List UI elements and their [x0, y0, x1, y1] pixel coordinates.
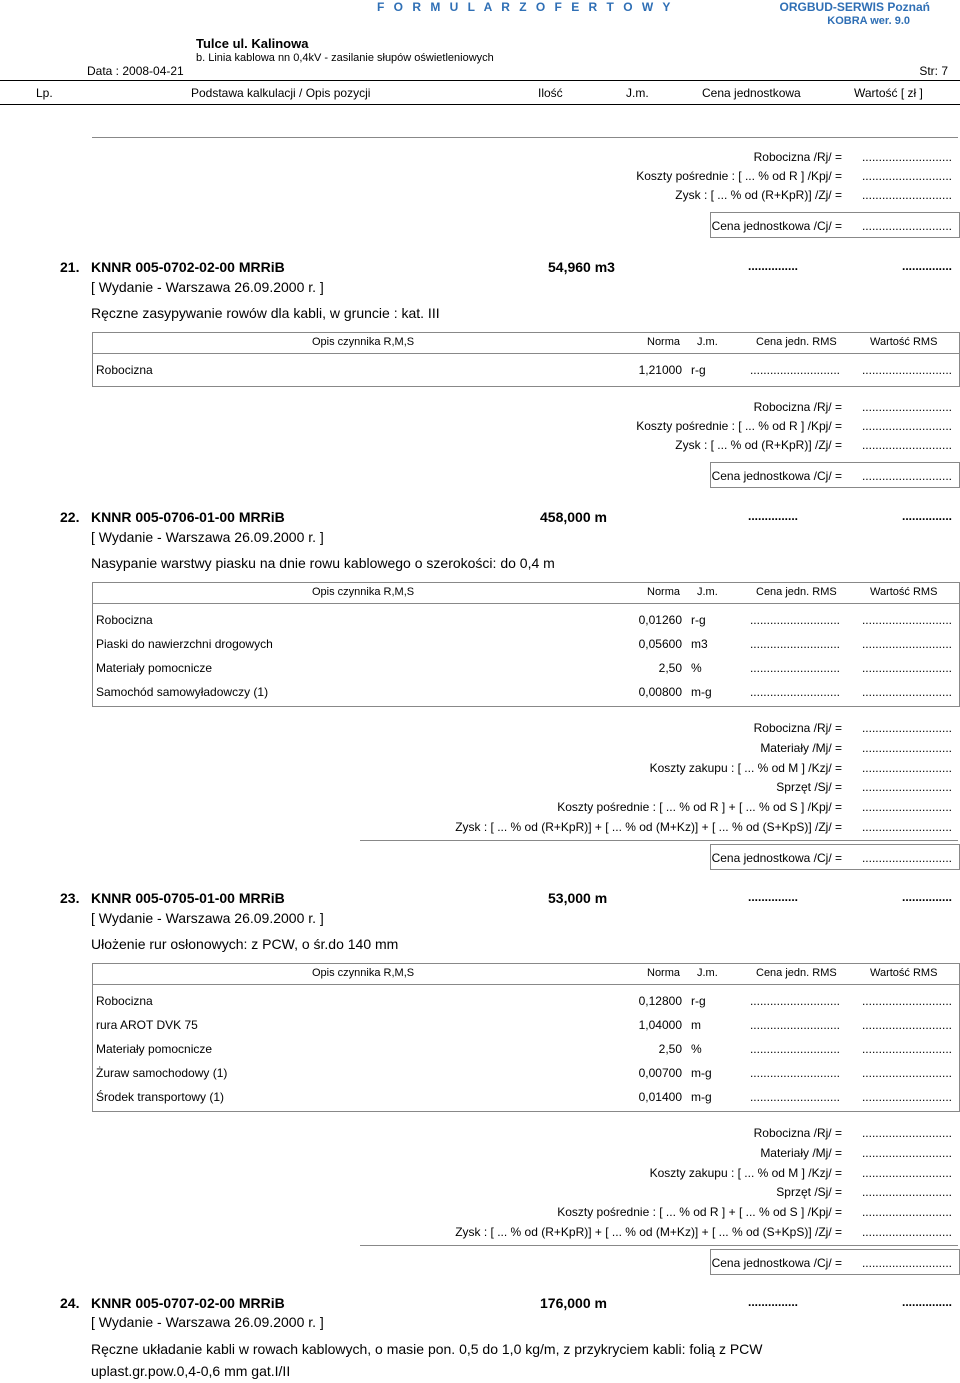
rms-col-price: Cena jedn. RMS: [756, 967, 837, 979]
sum-purchase: Koszty zakupu : [ ... % od M ] /Kzj/ =: [649, 761, 842, 775]
sum-purchase-val: ...........................: [861, 761, 952, 775]
sum-overhead-val: ...........................: [861, 1205, 952, 1219]
item-description-cont: uplast.gr.pow.0,4-0,6 mm gat.I/II: [91, 1363, 291, 1379]
item-edition: [ Wydanie - Warszawa 26.09.2000 r. ]: [91, 1314, 324, 1330]
rms-col-jm: J.m.: [697, 967, 718, 979]
rms-row-price: ...........................: [749, 637, 840, 651]
rms-row-price: ...........................: [749, 1018, 840, 1032]
rms-row-value: ...........................: [861, 613, 952, 627]
item-quantity: 54,960 m3: [548, 259, 615, 275]
summary-rule: [360, 1245, 958, 1246]
rms-row-name: Piaski do nawierzchni drogowych: [96, 637, 273, 651]
rms-row-value: ...........................: [861, 1042, 952, 1056]
rms-row-price: ...........................: [749, 1090, 840, 1104]
item-number: 24.: [60, 1295, 80, 1311]
col-basis: Podstawa kalkulacji / Opis pozycji: [191, 86, 371, 100]
rms-row-value: ...........................: [861, 637, 952, 651]
rms-row-norma: 1,21000: [638, 363, 682, 377]
item-value: ...............: [901, 1295, 952, 1309]
sum-price-val: ...........................: [861, 1256, 952, 1270]
rms-col-price: Cena jedn. RMS: [756, 586, 837, 598]
sum-price-val: ...........................: [861, 851, 952, 865]
rms-row-jm: %: [691, 661, 702, 675]
rms-col-jm: J.m.: [697, 586, 718, 598]
sum-materials: Materiały /Mj/ =: [760, 1146, 842, 1160]
sum-labor-val: ...........................: [861, 400, 952, 414]
rms-row-price: ...........................: [749, 613, 840, 627]
rms-row-name: Żuraw samochodowy (1): [96, 1066, 228, 1080]
sum-purchase-val: ...........................: [861, 1166, 952, 1180]
rms-row-price: ...........................: [749, 685, 840, 699]
rms-row-jm: m: [691, 1018, 701, 1032]
top-sum-profit-val: ...........................: [861, 188, 952, 202]
rms-row-name: Robocizna: [96, 994, 153, 1008]
col-lp: Lp.: [36, 86, 53, 100]
rms-row-norma: 1,04000: [638, 1018, 682, 1032]
item-unit-price: ...............: [748, 509, 799, 523]
item-code: KNNR 005-0706-01-00 MRRiB: [91, 509, 285, 525]
company-name: ORGBUD-SERWIS Poznań: [779, 0, 930, 14]
sum-materials-val: ...........................: [861, 1146, 952, 1160]
project-name: b. Linia kablowa nn 0,4kV - zasilanie słupów oświetleniowych: [196, 52, 494, 64]
sum-price: Cena jednostkowa /Cj/ =: [711, 851, 842, 865]
rms-row-value: ...........................: [861, 1018, 952, 1032]
item-code: KNNR 005-0702-02-00 MRRiB: [91, 259, 285, 275]
sum-overhead: Koszty pośrednie : [ ... % od R ] /Kpj/ =: [636, 419, 842, 433]
rms-row-name: Materiały pomocnicze: [96, 1042, 213, 1056]
top-sum-price: Cena jednostkowa /Cj/ =: [711, 219, 842, 233]
summary-rule: [360, 840, 958, 841]
sum-labor: Robocizna /Rj/ =: [753, 721, 842, 735]
sum-overhead-val: ...........................: [861, 419, 952, 433]
rms-row-norma: 2,50: [658, 661, 682, 675]
rms-row-price: ...........................: [749, 1042, 840, 1056]
rms-row-name: Robocizna: [96, 613, 153, 627]
sum-equipment-val: ...........................: [861, 1185, 952, 1199]
item-quantity: 53,000 m: [548, 890, 608, 906]
rms-col-desc: Opis czynnika R,M,S: [312, 586, 415, 598]
rms-row-name: Środek transportowy (1): [96, 1090, 225, 1104]
item-edition: [ Wydanie - Warszawa 26.09.2000 r. ]: [91, 279, 324, 295]
rms-row-name: Samochód samowyładowczy (1): [96, 685, 269, 699]
rms-row-jm: m-g: [691, 1066, 712, 1080]
rms-col-norma: Norma: [647, 586, 681, 598]
rms-row-norma: 0,12800: [638, 994, 682, 1008]
rms-row-jm: r-g: [691, 613, 706, 627]
sum-labor: Robocizna /Rj/ =: [753, 1126, 842, 1140]
rms-col-value: Wartość RMS: [870, 586, 938, 598]
sum-profit: Zysk : [ ... % od (R+KpR)] + [ ... % od (M+Kz)] + [ ... % od (S+KpS)] /Zj/ =: [455, 1225, 842, 1239]
rms-row-value: ...........................: [861, 363, 952, 377]
sum-materials-val: ...........................: [861, 741, 952, 755]
sum-overhead: Koszty pośrednie : [ ... % od R ] + [ ... % od S ] /Kpj/ =: [557, 1205, 842, 1219]
sum-labor-val: ...........................: [861, 1126, 952, 1140]
sum-profit-val: ...........................: [861, 820, 952, 834]
rms-row-value: ...........................: [861, 685, 952, 699]
item-description: Nasypanie warstwy piasku na dnie rowu kablowego o szerokości: do 0,4 m: [91, 555, 555, 571]
rms-col-value: Wartość RMS: [870, 336, 938, 348]
rms-row-price: ...........................: [749, 1066, 840, 1080]
item-code: KNNR 005-0707-02-00 MRRiB: [91, 1295, 285, 1311]
site-name: Tulce ul. Kalinowa: [196, 36, 309, 51]
rms-row-jm: m-g: [691, 685, 712, 699]
sum-profit: Zysk : [ ... % od (R+KpR)] /Zj/ =: [675, 438, 842, 452]
col-unit: J.m.: [626, 86, 649, 100]
col-unit-price: Cena jednostkowa: [702, 86, 801, 100]
col-qty: Ilość: [538, 86, 563, 100]
form-title: F O R M U L A R Z O F E R T O W Y: [377, 0, 674, 14]
rms-col-value: Wartość RMS: [870, 967, 938, 979]
item-number: 21.: [60, 259, 80, 275]
item-quantity: 176,000 m: [540, 1295, 607, 1311]
rms-row-value: ...........................: [861, 1066, 952, 1080]
rms-row-norma: 0,00800: [638, 685, 682, 699]
rms-row-name: Robocizna: [96, 363, 153, 377]
sum-price: Cena jednostkowa /Cj/ =: [711, 469, 842, 483]
item-value: ...............: [901, 259, 952, 273]
item-value: ...............: [901, 890, 952, 904]
sum-equipment: Sprzęt /Sj/ =: [776, 780, 842, 794]
item-code: KNNR 005-0705-01-00 MRRiB: [91, 890, 285, 906]
item-description: Ręczne zasypywanie rowów dla kabli, w gruncie : kat. III: [91, 305, 440, 321]
sum-price: Cena jednostkowa /Cj/ =: [711, 1256, 842, 1270]
app-version: KOBRA wer. 9.0: [827, 15, 910, 27]
sum-equipment-val: ...........................: [861, 780, 952, 794]
item-description: Ułożenie rur osłonowych: z PCW, o śr.do 140 mm: [91, 936, 399, 952]
top-sum-labor-val: ...........................: [861, 150, 952, 164]
sum-overhead: Koszty pośrednie : [ ... % od R ] + [ ... % od S ] /Kpj/ =: [557, 800, 842, 814]
rms-row-norma: 2,50: [658, 1042, 682, 1056]
top-sum-profit: Zysk : [ ... % od (R+KpR)] /Zj/ =: [675, 188, 842, 202]
rms-row-value: ...........................: [861, 1090, 952, 1104]
rms-row-price: ...........................: [749, 363, 840, 377]
sum-profit-val: ...........................: [861, 1225, 952, 1239]
sum-profit: Zysk : [ ... % od (R+KpR)] + [ ... % od (M+Kz)] + [ ... % od (S+KpS)] /Zj/ =: [455, 820, 842, 834]
item-quantity: 458,000 m: [540, 509, 607, 525]
page-number: Str: 7: [919, 64, 948, 78]
rms-row-jm: r-g: [691, 994, 706, 1008]
item-description: Ręczne układanie kabli w rowach kablowych, o masie pon. 0,5 do 1,0 kg/m, z przykryciem kabli: folią z PCW: [91, 1341, 763, 1357]
rms-row-norma: 0,01260: [638, 613, 682, 627]
sum-equipment: Sprzęt /Sj/ =: [776, 1185, 842, 1199]
rms-row-jm: r-g: [691, 363, 706, 377]
rms-row-jm: m3: [691, 637, 708, 651]
sum-overhead-val: ...........................: [861, 800, 952, 814]
item-number: 23.: [60, 890, 80, 906]
sum-labor-val: ...........................: [861, 721, 952, 735]
sum-price-val: ...........................: [861, 469, 952, 483]
rms-col-norma: Norma: [647, 336, 681, 348]
item-value: ...............: [901, 509, 952, 523]
rms-row-value: ...........................: [861, 994, 952, 1008]
rms-row-norma: 0,01400: [638, 1090, 682, 1104]
item-edition: [ Wydanie - Warszawa 26.09.2000 r. ]: [91, 529, 324, 545]
top-sum-price-val: ...........................: [861, 219, 952, 233]
rms-row-norma: 0,00700: [638, 1066, 682, 1080]
rms-row-jm: %: [691, 1042, 702, 1056]
rms-row-price: ...........................: [749, 994, 840, 1008]
top-sum-overhead: Koszty pośrednie : [ ... % od R ] /Kpj/ =: [636, 169, 842, 183]
rms-row-price: ...........................: [749, 661, 840, 675]
rms-col-desc: Opis czynnika R,M,S: [312, 967, 415, 979]
item-edition: [ Wydanie - Warszawa 26.09.2000 r. ]: [91, 910, 324, 926]
document-date: Data : 2008-04-21: [87, 64, 184, 78]
rms-row-name: rura AROT DVK 75: [96, 1018, 198, 1032]
rms-col-jm: J.m.: [697, 336, 718, 348]
rms-row-norma: 0,05600: [638, 637, 682, 651]
sum-materials: Materiały /Mj/ =: [760, 741, 842, 755]
rms-row-value: ...........................: [861, 661, 952, 675]
rms-col-price: Cena jedn. RMS: [756, 336, 837, 348]
col-value: Wartość [ zł ]: [854, 86, 923, 100]
rms-row-jm: m-g: [691, 1090, 712, 1104]
rms-col-desc: Opis czynnika R,M,S: [312, 336, 415, 348]
item-number: 22.: [60, 509, 80, 525]
item-unit-price: ...............: [748, 890, 799, 904]
top-sum-labor: Robocizna /Rj/ =: [753, 150, 842, 164]
header-rule-bottom: [0, 104, 960, 105]
top-sum-overhead-val: ...........................: [861, 169, 952, 183]
rms-row-name: Materiały pomocnicze: [96, 661, 213, 675]
item-unit-price: ...............: [748, 259, 799, 273]
rms-col-norma: Norma: [647, 967, 681, 979]
sum-purchase: Koszty zakupu : [ ... % od M ] /Kzj/ =: [649, 1166, 842, 1180]
sum-profit-val: ...........................: [861, 438, 952, 452]
header-rule-top: [0, 80, 960, 81]
sum-labor: Robocizna /Rj/ =: [753, 400, 842, 414]
item-unit-price: ...............: [748, 1295, 799, 1309]
